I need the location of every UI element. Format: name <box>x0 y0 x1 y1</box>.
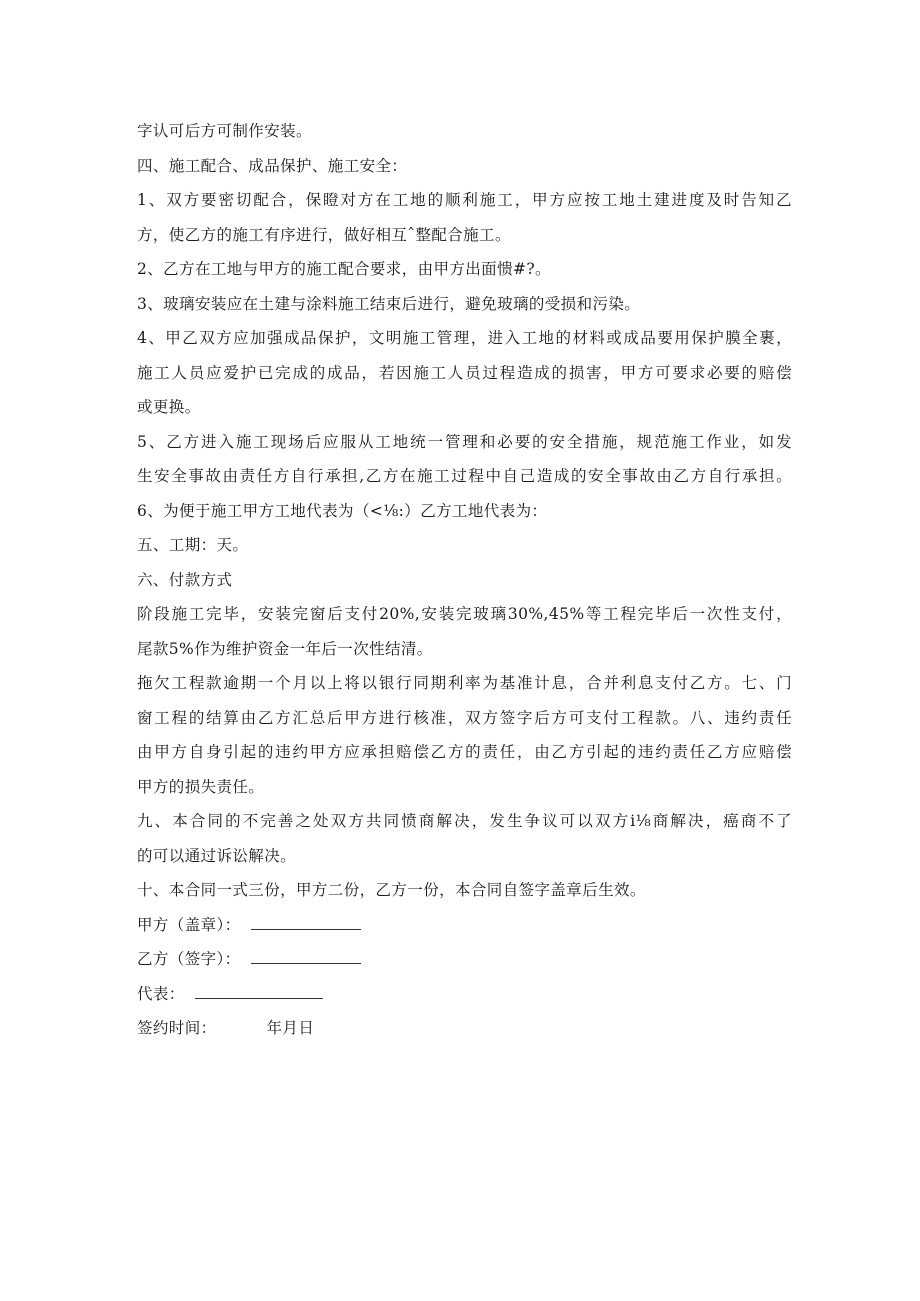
signing-date-value: 年月日 <box>266 1019 315 1037</box>
party-a-signature-blank <box>251 912 361 930</box>
paragraph-line: 6、为便于施工甲方工地代表为（<⅛:）乙方工地代表为： <box>137 501 548 520</box>
paragraph-line: 尾款5%作为维护资金一年后一次性结清。 <box>137 639 433 658</box>
party-a-signature-row <box>137 908 797 943</box>
paragraph-line: 3、玻璃安装应在土建与涂料施工结束后进行，避免玻璃的受损和污染。 <box>137 294 641 313</box>
party-b-label: 乙方（签字）： <box>137 950 241 968</box>
section-heading: 六、付款方式 <box>137 570 233 589</box>
signing-date-row <box>137 1011 797 1046</box>
contract-body <box>137 114 797 1046</box>
paragraph-line: 字认可后方可制作安装。 <box>137 122 312 140</box>
section-heading: 四、施工配合、成品保护、施工安全： <box>137 156 408 175</box>
paragraph-line: 十、本合同一式三份，甲方二份，乙方一份，本合同自签字盖章后生效。 <box>137 881 646 899</box>
party-b-signature-row <box>137 942 797 977</box>
paragraph-line: 生安全事故由责任方自行承担,乙方在施工过程中自己造成的安全事故由乙方自行承担。 <box>137 467 792 485</box>
paragraph-line: 由甲方自身引起的违约甲方应承担赔偿乙方的责任，由乙方引起的违约责任乙方应赔偿 <box>137 743 792 761</box>
section-heading: 五、工期：天。 <box>137 536 249 554</box>
paragraph-line: 九、本合同的不完善之处双方共同愤商解决，发生争议可以双方i⅛商解决，癌商不了 <box>137 812 792 830</box>
paragraph-line: 1、双方要密切配合，保瞪对方在工地的顺利施工，甲方应按工地土建进度及时告知乙 <box>137 191 792 209</box>
paragraph-line: 方，使乙方的施工有序进行，做好相互ˆ整配合施工。 <box>137 225 511 244</box>
party-a-label: 甲方（盖章）： <box>137 915 241 934</box>
paragraph-line: 阶段施工完毕，安装完窗后支付20%,安装完玻璃30%,45%等工程完毕后一次性支付， <box>137 605 792 623</box>
paragraph-line: 拖欠工程款逾期一个月以上将以银行同期利率为基准计息，合并利息支付乙方。七、门 <box>137 674 792 692</box>
party-b-signature-blank <box>251 946 361 964</box>
paragraph-line: 的可以通过诉讼解决。 <box>137 846 297 865</box>
representative-label: 代表： <box>137 984 185 1003</box>
paragraph-line: 4、甲乙双方应加强成品保护，文明施工管理，进入工地的材料或成品要用保护膜全裹， <box>137 329 792 347</box>
representative-row <box>137 977 797 1012</box>
paragraph-line: 甲方的损失责任。 <box>137 777 265 796</box>
paragraph-line: 2、乙方在工地与甲方的施工配合要求，由甲方出面愦#?。 <box>137 260 551 278</box>
paragraph-line: 施工人员应爱护已完成的成品，若因施工人员过程造成的损害，甲方可要求必要的赔偿 <box>137 363 792 382</box>
representative-signature-blank <box>195 981 323 999</box>
paragraph-line: 或更换。 <box>137 398 201 416</box>
signing-date-label: 签约时间： <box>137 1019 217 1037</box>
paragraph-line: 窗工程的结算由乙方汇总后甲方进行核准，双方签字后方可支付工程款。八、违约责任 <box>137 708 792 727</box>
paragraph-line: 5、乙方进入施工现场后应服从工地统一管理和必要的安全措施，规范施工作业，如发 <box>137 432 792 451</box>
